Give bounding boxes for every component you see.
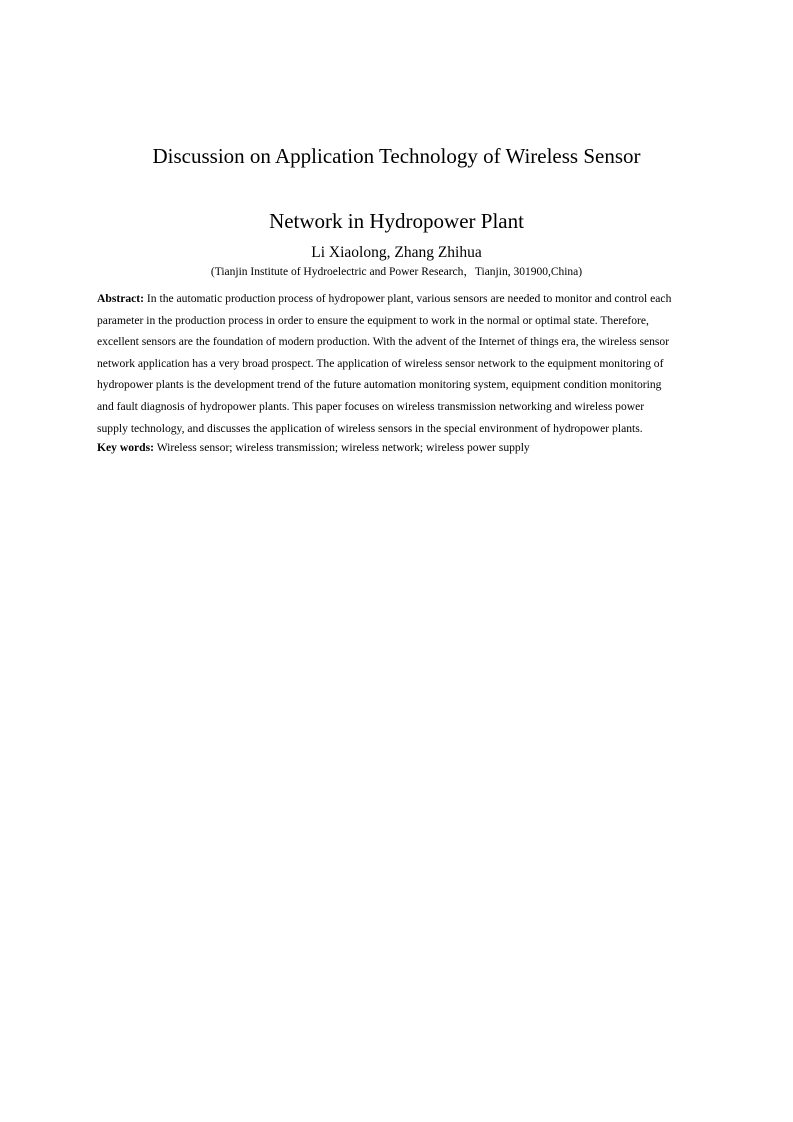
abstract-line: supply technology, and discusses the application of wireless sensors in the special environment of hydropower plants.	[97, 421, 643, 435]
keywords-label: Key words:	[97, 441, 154, 454]
abstract-line: parameter in the production process in order to ensure the equipment to work in the normal or optimal state. Therefore,	[97, 313, 649, 327]
paper-title-line-2: Network in Hydropower Plant	[269, 209, 524, 233]
abstract-label: Abstract:	[97, 292, 145, 305]
abstract-line: and fault diagnosis of hydropower plants. This paper focuses on wireless transmission networking and wireless power	[97, 399, 645, 413]
abstract-line: excellent sensors are the foundation of modern production. With the advent of the Internet of things era, the wireless sensor	[97, 335, 670, 349]
paper-title-line-1: Discussion on Application Technology of Wireless Sensor	[152, 144, 641, 168]
paper-authors: Li Xiaolong, Zhang Zhihua	[311, 244, 482, 261]
abstract-line: hydropower plants is the development trend of the future automation monitoring system, equipment condition monitoring	[97, 378, 662, 392]
abstract-text: In the automatic production process of hydropower plant, various sensors are needed to monitor and control each	[144, 292, 672, 305]
abstract-line: network application has a very broad prospect. The application of wireless sensor network to the equipment monitoring of	[97, 356, 664, 370]
paper-affiliation: (Tianjin Institute of Hydroelectric and Power Research，Tianjin, 301900,China)	[210, 266, 583, 278]
keywords-text: Wireless sensor; wireless transmission; wireless network; wireless power supply	[154, 441, 530, 454]
keywords-block	[97, 439, 697, 457]
abstract-block	[97, 288, 697, 439]
abstract-line	[97, 288, 697, 310]
